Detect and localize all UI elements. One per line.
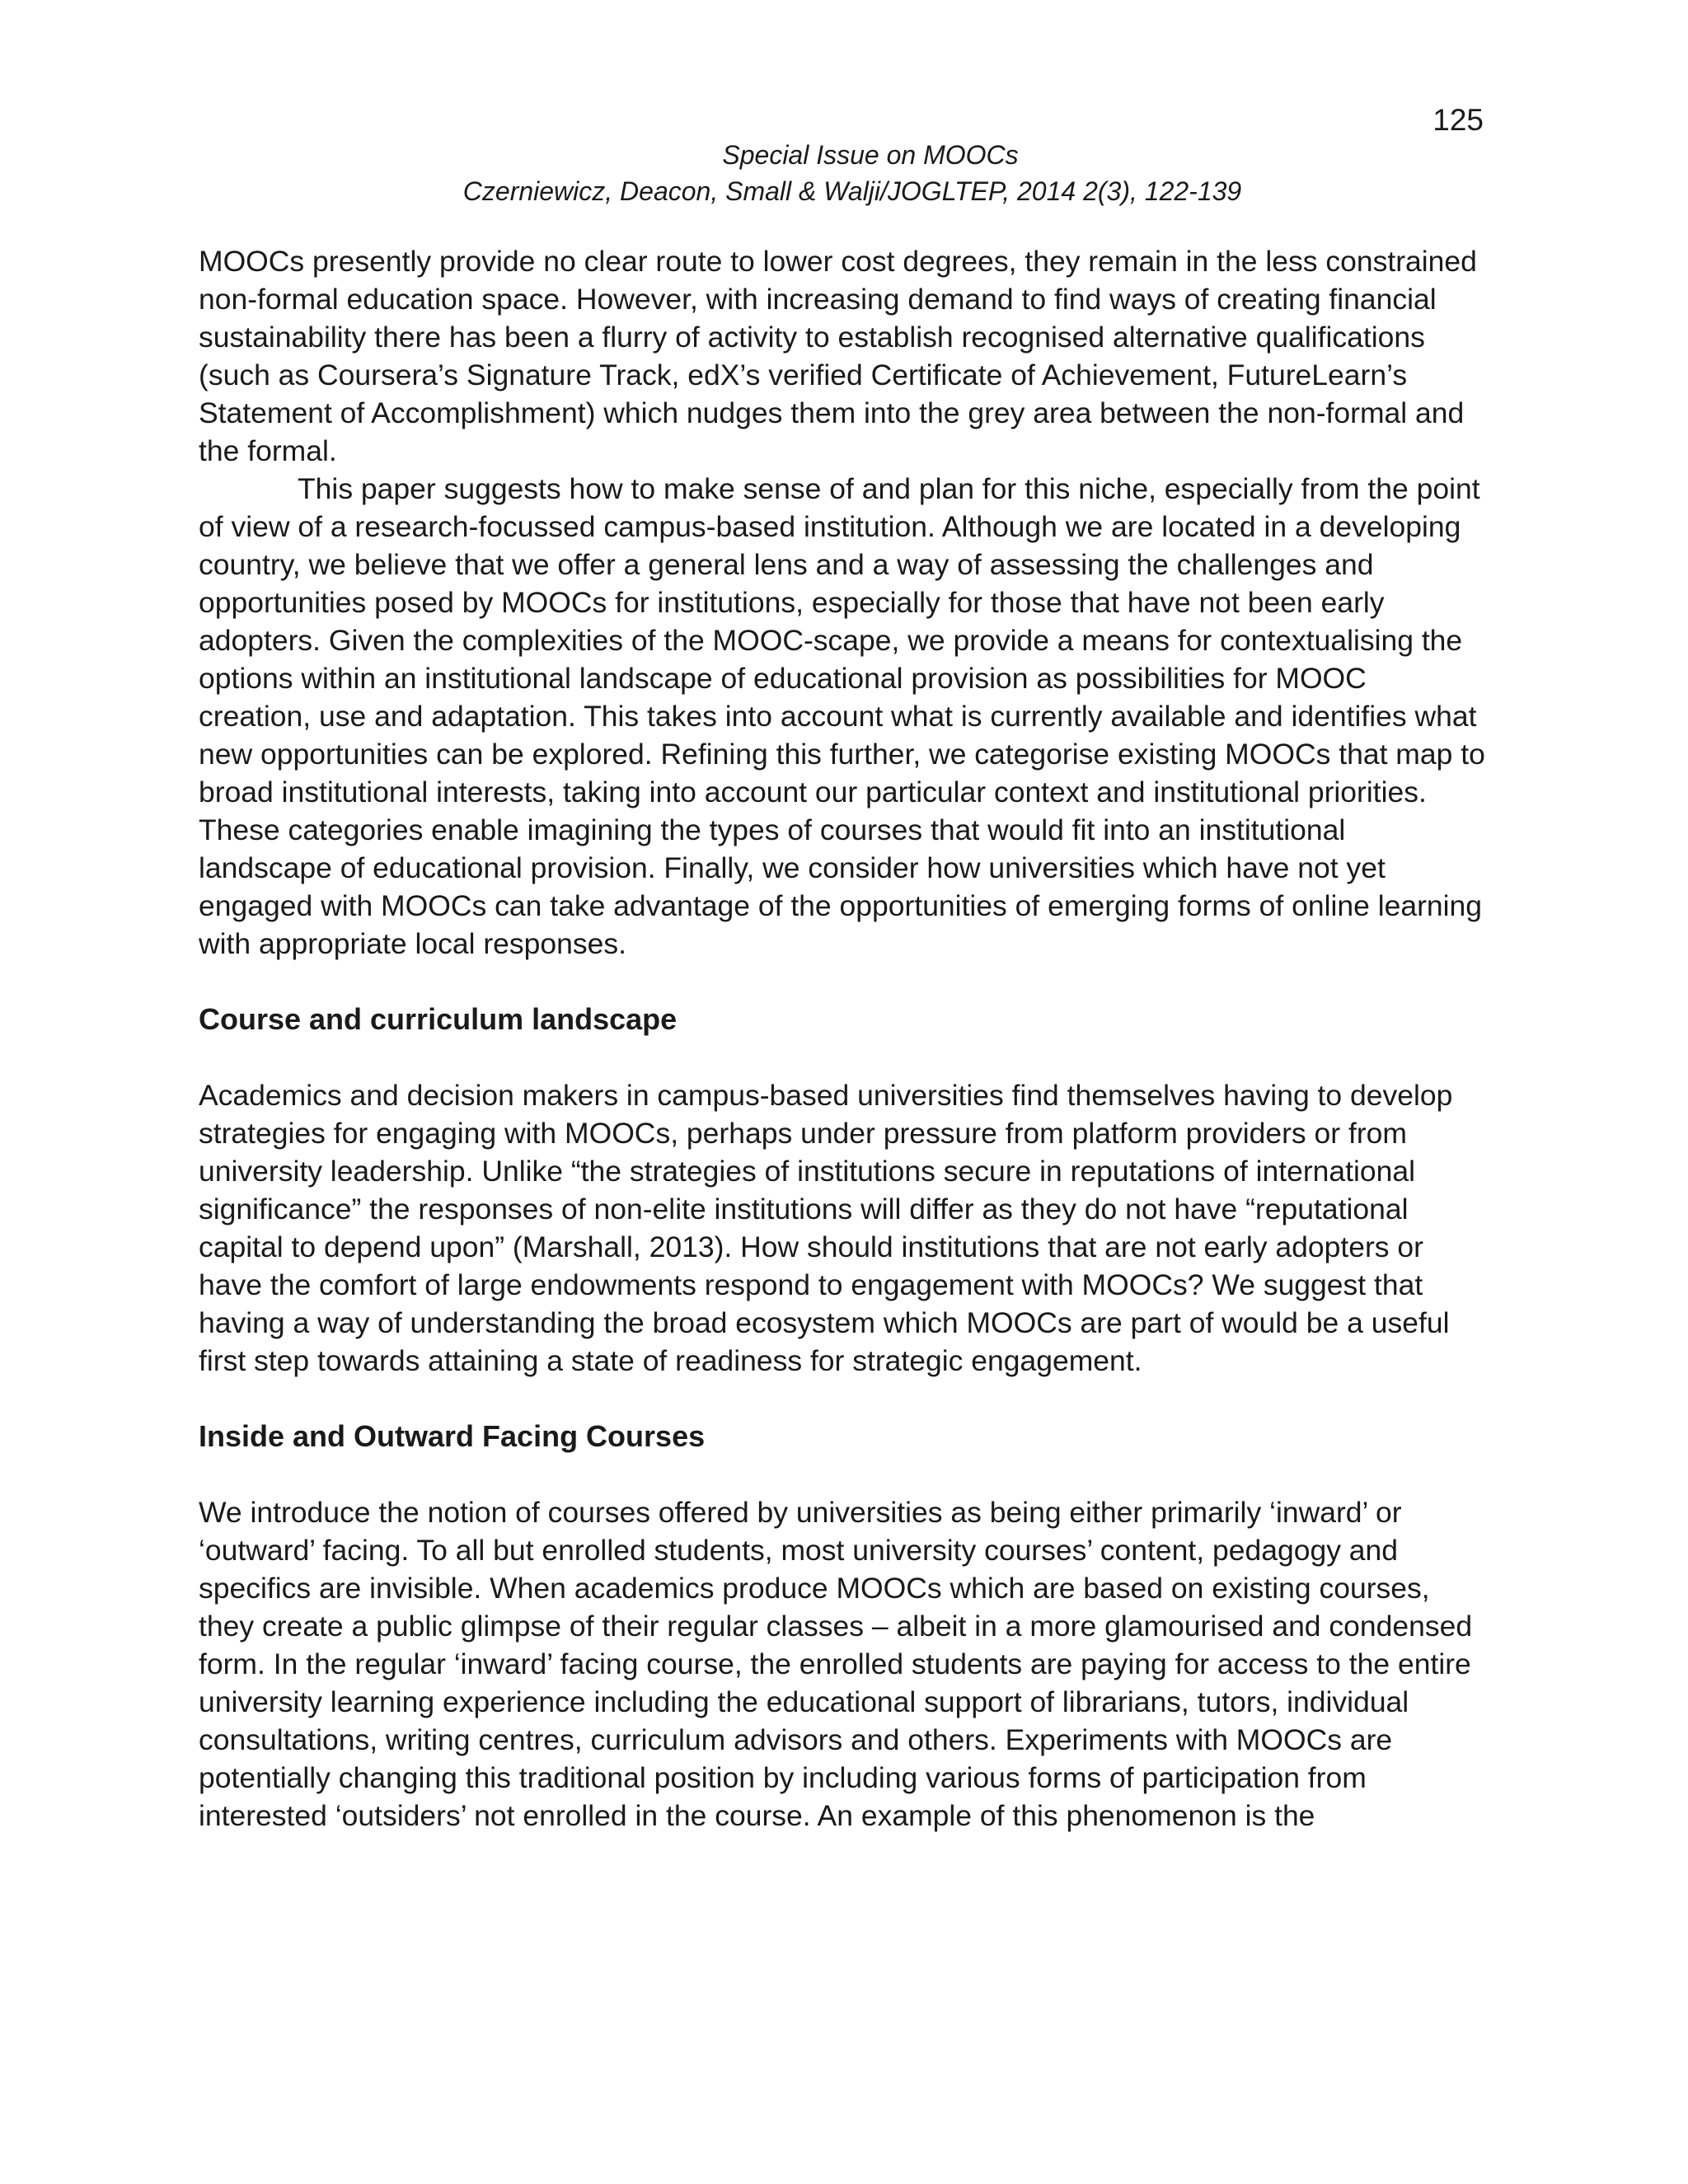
- paragraph: We introduce the notion of courses offered by universities as being either primarily ‘inward’ or ‘outward’ facing. To all but enrolled students, most university courses’ content, pedagogy and specifics are invisible. When academics produce MOOCs which are based on existing courses, they create a public glimpse of their regular classes – albeit in a more glamourised and condensed form. In the regular ‘inward’ facing course, the enrolled students are paying for access to the entire university learning experience including the educational support of librarians, tutors, individual consultations, writing centres, curriculum advisors and others. Experiments with MOOCs are potentially changing this traditional position by including various forms of participation from interested ‘outsiders’ not enrolled in the course. An example of this phenomenon is the: [199, 1496, 1473, 1832]
- journal-issue: Special Issue on MOOCs: [722, 140, 1019, 170]
- citation: Czerniewicz, Deacon, Small & Walji/JOGLTEP, 2014 2(3), 122-139: [462, 176, 1242, 206]
- running-header: [0, 137, 1688, 209]
- paragraph: MOOCs presently provide no clear route to lower cost degrees, they remain in the less constrained non-formal education space. However, with increasing demand to find ways of creating financial sustainability there has been a flurry of activity to establish recognised alternative qualifications (such as Coursera’s Signature Track, edX’s verified Certificate of Achievement, FutureLearn’s Statement of Accomplishment) which nudges them into the grey area between the non-formal and the formal.: [199, 245, 1477, 467]
- paragraph: Academics and decision makers in campus-based universities find themselves having to develop strategies for engaging with MOOCs, perhaps under pressure from platform providers or from university leadership. Unlike “the strategies of institutions secure in reputations of international significance” the responses of non-elite institutions will differ as they do not have “reputational capital to depend upon” (Marshall, 2013). How should institutions that are not early adopters or have the comfort of large endowments respond to engagement with MOOCs? We suggest that having a way of understanding the broad ecosystem which MOOCs are part of would be a useful first step towards attaining a state of readiness for strategic engagement.: [199, 1079, 1453, 1377]
- section-heading: Course and curriculum landscape: [199, 1002, 678, 1036]
- section-heading: Inside and Outward Facing Courses: [199, 1419, 706, 1453]
- article-body: [199, 242, 1486, 1835]
- page-number: 125: [1432, 103, 1484, 137]
- paragraph: This paper suggests how to make sense of and plan for this niche, especially from the point of view of a research-focussed campus-based institution. Although we are located in a developing country, we believe that we offer a general lens and a way of assessing the challenges and opportunities posed by MOOCs for institutions, especially for those that have not been early adopters. Given the complexities of the MOOC-scape, we provide a means for contextualising the options within an institutional landscape of educational provision as possibilities for MOOC creation, use and adaptation. This takes into account what is currently available and identifies what new opportunities can be explored. Refining this further, we categorise existing MOOCs that map to broad institutional interests, taking into account our particular context and institutional priorities. These categories enable imagining the types of courses that would fit into an institutional landscape of educational provision. Finally, we consider how universities which have not yet engaged with MOOCs can take advantage of the opportunities of emerging forms of online learning with appropriate local responses.: [199, 472, 1485, 960]
